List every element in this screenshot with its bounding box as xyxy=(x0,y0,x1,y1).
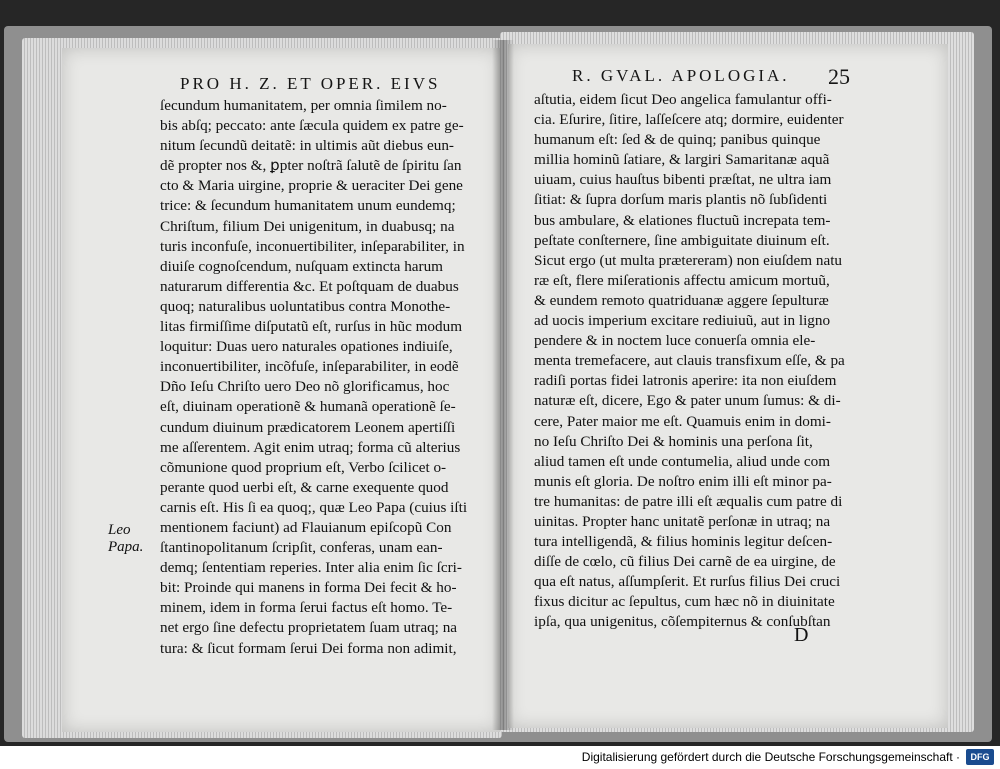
text-line: carnis eſt. His ſi ea quoq;, quæ Leo Papa (cuius iſti xyxy=(160,498,468,516)
text-line: loquitur: Duas uero naturales opationes indiuiſe, xyxy=(160,338,453,356)
text-line: Chriſtum, filium Dei unigenitum, in duabusq; na xyxy=(160,217,455,235)
text-line: bus ambulare, & elationes fluctuũ increpata tem- xyxy=(534,211,831,229)
text-line: uiuam, cuius hauſtus bibenti præſtat, ne ultra iam xyxy=(534,171,832,189)
text-line: qua eſt natus, aſſumpſerit. Et rurſus filius Dei cruci xyxy=(534,573,841,591)
text-line: bit: Proinde qui manens in forma Dei fecit & ho- xyxy=(160,579,457,597)
text-line: Sicut ergo (ut multa prætereram) non eiuſdem natu xyxy=(534,251,843,269)
text-line: humanum eſt: ſed & de quinq; panibus quinque xyxy=(534,131,821,149)
text-line: millia hominũ ſatiare, & largiri Samaritanæ aquã xyxy=(534,151,830,169)
text-line: naturæ eſt, dicere, Ego & pater unum ſumus: & di- xyxy=(534,392,841,410)
text-line: Dño Ieſu Chriſto uero Deo nõ glorificamus, hoc xyxy=(160,378,450,396)
text-line: cere, Pater maior me eſt. Quamuis enim in domi- xyxy=(534,412,831,430)
text-line: cto & Maria uirgine, proprie & ueraciter Dei gene xyxy=(160,177,463,195)
right-running-head: R. GVAL. APOLOGIA. xyxy=(572,66,790,85)
text-line: quoq; naturalibus uoluntatibus contra Monothe- xyxy=(160,297,451,315)
text-line: cundum diuinum prædicatorem Leonem apertiſſi xyxy=(160,418,456,436)
text-line: & eundem remoto quatriduanæ aggere ſepulturæ xyxy=(534,291,829,309)
text-line: litas firmiſſime diſputatũ eſt, rurſus in hũc modum xyxy=(160,318,463,336)
text-line: minem, idem in forma ſerui factus eſt homo. Te- xyxy=(160,599,453,617)
text-line: eſt, diuinam operationẽ & humanã operationẽ ſe- xyxy=(160,398,456,416)
text-line: dẽ propter nos &, ꝑpter noſtrã ſalutẽ de ſpiritu ſan xyxy=(160,157,462,175)
text-line: ſitiat: & ſupra dorſum maris plantis nõ ſubſidenti xyxy=(534,191,828,209)
text-line: me aſſerentem. Agit enim utraq; forma cũ alterius xyxy=(160,438,461,456)
page-number: 25 xyxy=(828,64,850,89)
text-line: uinitas. Propter hanc unitatẽ perſonæ in utraq; na xyxy=(534,512,831,530)
right-page-text xyxy=(534,90,864,630)
text-line: radiſi portas fidei latronis aperire: ita non eiuſdem xyxy=(534,372,837,390)
text-line: diuiſe cognoſcendum, nuſquam extincta harum xyxy=(160,257,444,275)
text-line: net ergo ſine defectu proprietatem ſuam utraq; na xyxy=(160,619,458,637)
text-line: nitum ſecundũ deitatẽ: in ultimis aũt diebus eun- xyxy=(160,137,454,155)
text-line: mentionem faciunt) ad Flauianum epiſcopũ Con xyxy=(160,518,452,536)
left-running-head: PRO H. Z. ET OPER. EIVS xyxy=(180,74,441,93)
text-line: tre humanitas: de patre illi eſt æqualis cum patre di xyxy=(534,492,843,510)
text-line: tura intelligendã, & filius hominis legitur deſcen- xyxy=(534,533,833,551)
funding-notice: Digitalisierung gefördert durch die Deutsche Forschungsgemeinschaft · xyxy=(581,750,960,764)
text-line: demq; ſententiam reperies. Inter alia enim ſic ſcri- xyxy=(160,559,462,577)
text-line: turis inconfuſe, inconuertibiliter, inſeparabiliter, in xyxy=(160,237,465,255)
text-line: aliud tamen eſt unde contumelia, aliud unde com xyxy=(534,452,831,470)
text-line: no Ieſu Chriſto Dei & hominis una perſona ſit, xyxy=(534,432,813,450)
text-line: ræ eſt, flere miſerationis affectu amicum mortuũ, xyxy=(534,271,830,289)
text-line: ipſa, qua unigenitus, cõſempiternus & conſubſtan xyxy=(534,613,831,630)
text-line: menta tremefacere, aut clauis transfixum eſſe, & pa xyxy=(534,352,845,370)
text-line: bis abſq; peccato: ante ſæcula quidem ex patre ge- xyxy=(160,117,464,135)
left-page-text xyxy=(160,96,496,656)
text-line: diſſe de cœlo, cũ filius Dei carnẽ de ea uirgine, de xyxy=(534,553,836,571)
dfg-logo-icon: DFG xyxy=(966,749,994,765)
text-line: ad uocis imperium excitare rediuiuũ, aut in ligno xyxy=(534,312,831,330)
text-line: pendere & in noctem luce conuerſa omnia ele- xyxy=(534,332,816,350)
text-line: tura: & ſicut formam ſerui Dei forma non adimit, xyxy=(160,639,457,656)
text-line: aſtutia, eidem ſicut Deo angelica famulantur offi- xyxy=(534,91,832,108)
text-line: ſtantinopolitanum ſcripſit, conferas, unam ean- xyxy=(160,539,443,557)
catchword: D xyxy=(794,624,809,646)
text-line: trice: & ſecundum humanitatem unum eundemq; xyxy=(160,197,456,215)
text-line: ſecundum humanitatem, per omnia ſimilem no- xyxy=(160,97,447,114)
text-line: perante quod uerbi eſt, & carne exequente quod xyxy=(160,478,449,496)
text-line: cõmunione quod proprium eſt, Verbo ſcilicet o- xyxy=(160,458,447,476)
digitization-footer xyxy=(0,746,1000,769)
text-line: munis eſt gloria. De noſtro enim illi eſt minor pa- xyxy=(534,472,832,490)
text-line: naturarum differentia &c. Et poſtquam de duabus xyxy=(160,277,459,295)
text-line: cia. Eſurire, ſitire, laſſeſcere atq; dormire, euidenter xyxy=(534,111,844,129)
marginal-note: Leo Papa. xyxy=(108,522,144,555)
text-line: inconuertibiliter, incõfuſe, inſeparabiliter, in eodẽ xyxy=(160,358,459,376)
text-line: peſtate conſternere, ſine ambiguitate diuinum eſt. xyxy=(534,231,830,249)
text-line: fixus dicitur ac ſepultus, cum hæc nõ in diuinitate xyxy=(534,593,835,611)
